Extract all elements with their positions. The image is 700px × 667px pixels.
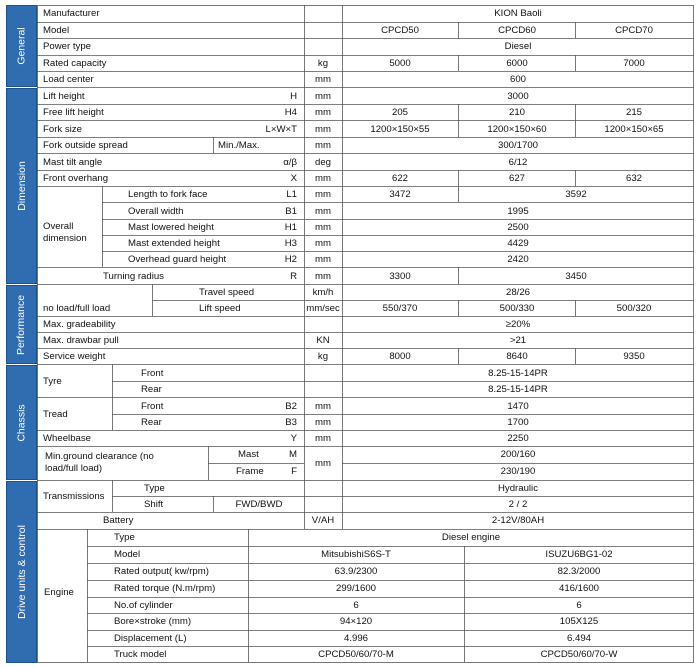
travel-speed-value: 28/26 <box>505 287 531 298</box>
free-lift-1: 205 <box>391 107 409 118</box>
fork-size-symbol: L×W×T <box>265 124 297 135</box>
tread-front-symbol: B2 <box>285 401 297 412</box>
mast-tilt-value: 6/12 <box>508 157 528 168</box>
rated-capacity-3: 7000 <box>623 58 645 69</box>
travel-speed-unit: km/h <box>312 287 334 298</box>
section-dimension: Dimension <box>6 88 37 284</box>
model-3: CPCD70 <box>615 25 653 36</box>
front-overhang-1: 622 <box>391 173 409 184</box>
engine-label: Engine <box>44 587 74 598</box>
lift-speed-label: Lift speed <box>199 303 241 314</box>
front-overhang-2: 627 <box>508 173 526 184</box>
cylinder-2: 6 <box>576 600 582 611</box>
load-center-unit: mm <box>315 74 331 85</box>
tread-front-unit: mm <box>315 401 331 412</box>
load-condition-label: no load/full load <box>43 303 111 314</box>
cylinder-label: No.of cylinder <box>114 600 173 611</box>
rated-output-label: Rated output( kw/rpm) <box>114 566 209 577</box>
mast-lowered-label: Mast lowered height <box>128 222 214 233</box>
transmissions-label: Transmissions <box>43 491 105 502</box>
overhead-guard-symbol: H2 <box>284 254 297 265</box>
lift-height-label: Lift height <box>43 91 85 102</box>
front-overhang-3: 632 <box>625 173 643 184</box>
manufacturer-label: Manufacturer <box>43 8 100 19</box>
clearance-frame-value: 230/190 <box>500 466 536 477</box>
turning-radius-2: 3450 <box>565 271 587 282</box>
truck-model-label: Truck model <box>114 649 167 660</box>
overhead-guard-unit: mm <box>315 254 331 265</box>
power-type-label: Power type <box>43 41 91 52</box>
clearance-frame-label: Frame <box>236 466 264 477</box>
overhead-guard-value: 2420 <box>507 254 529 265</box>
section-chassis: Chassis <box>6 365 37 480</box>
service-weight-3: 9350 <box>623 351 645 362</box>
drawbar-unit: KN <box>316 335 330 346</box>
tyre-front-value: 8.25-15-14PR <box>488 368 548 379</box>
travel-speed-label: Travel speed <box>199 287 255 298</box>
transmission-type-label: Type <box>144 483 165 494</box>
section-general: General <box>6 5 37 87</box>
fork-spread-symbol: Min./Max. <box>218 140 260 151</box>
engine-type-value: Diesel engine <box>441 532 501 543</box>
width-label: Overall width <box>128 206 184 217</box>
fork-spread-value: 300/1700 <box>497 140 539 151</box>
battery-label: Battery <box>103 515 134 526</box>
clearance-mast-label: Mast <box>238 449 259 460</box>
lift-speed-unit: mm/sec <box>306 303 340 314</box>
length-symbol: L1 <box>286 189 297 200</box>
free-lift-2: 210 <box>508 107 526 118</box>
engine-type-label: Type <box>114 532 135 543</box>
fork-spread-label: Fork outside spread <box>43 140 128 151</box>
service-weight-1: 8000 <box>389 351 411 362</box>
rated-output-2: 82.3/2000 <box>557 566 601 577</box>
mast-lowered-value: 2500 <box>507 222 529 233</box>
fork-size-3: 1200×150×65 <box>604 124 664 135</box>
rated-capacity-2: 6000 <box>506 58 528 69</box>
lift-height-unit: mm <box>315 91 331 102</box>
overhead-guard-label: Overhead guard height <box>128 254 227 265</box>
load-center-label: Load center <box>43 74 94 85</box>
model-label: Model <box>43 25 70 36</box>
length-2: 3592 <box>565 189 587 200</box>
engine-model-1: MitsubishiS6S-T <box>321 549 391 560</box>
displacement-label: Displacement (L) <box>114 633 187 644</box>
displacement-1: 4.996 <box>343 633 369 644</box>
engine-model-label: Model <box>114 549 141 560</box>
front-overhang-label: Front overhang <box>43 173 109 184</box>
battery-unit: V/AH <box>311 515 335 526</box>
mast-extended-symbol: H3 <box>284 238 297 249</box>
lift-speed-1: 550/370 <box>382 303 418 314</box>
fork-size-2: 1200×150×60 <box>487 124 547 135</box>
transmission-shift-label: Shift <box>144 499 164 510</box>
lift-height-symbol: H <box>290 91 297 102</box>
model-2: CPCD60 <box>498 25 536 36</box>
drawbar-label: Max. drawbar pull <box>43 335 119 346</box>
service-weight-2: 8640 <box>506 351 528 362</box>
tyre-label: Tyre <box>43 376 62 387</box>
section-performance: Performance <box>6 285 37 364</box>
gradeability-value: ≥20% <box>505 319 531 330</box>
width-unit: mm <box>315 206 331 217</box>
tread-label: Tread <box>43 409 68 420</box>
clearance-frame-symbol: F <box>291 466 297 477</box>
lift-speed-2: 500/330 <box>499 303 535 314</box>
length-label: Length to fork face <box>128 189 208 200</box>
power-type-value: Diesel <box>504 41 532 52</box>
mast-extended-unit: mm <box>315 238 331 249</box>
mast-tilt-unit: deg <box>314 157 332 168</box>
tread-rear-value: 1700 <box>507 417 529 428</box>
front-overhang-unit: mm <box>315 173 331 184</box>
free-lift-symbol: H4 <box>284 107 297 118</box>
mast-extended-value: 4429 <box>507 238 529 249</box>
tyre-rear-value: 8.25-15-14PR <box>488 384 548 395</box>
tread-rear-label: Rear <box>141 417 162 428</box>
free-lift-label: Free lift height <box>43 107 104 118</box>
fork-size-label: Fork size <box>43 124 82 135</box>
tread-front-label: Front <box>141 401 164 412</box>
displacement-2: 6.494 <box>566 633 592 644</box>
rated-capacity-label: Rated capacity <box>43 58 107 69</box>
wheelbase-label: Wheelbase <box>43 433 91 444</box>
section-drive: Drive units & control <box>6 481 37 663</box>
lift-speed-3: 500/320 <box>616 303 652 314</box>
model-1: CPCD50 <box>381 25 419 36</box>
turning-radius-label: Turning radius <box>103 271 164 282</box>
wheelbase-value: 2250 <box>507 433 529 444</box>
width-symbol: B1 <box>285 206 297 217</box>
turning-radius-1: 3300 <box>389 271 411 282</box>
turning-radius-unit: mm <box>315 271 331 282</box>
service-weight-unit: kg <box>317 351 329 362</box>
length-1: 3472 <box>389 189 411 200</box>
rated-torque-1: 299/1600 <box>335 583 377 594</box>
length-unit: mm <box>315 189 331 200</box>
load-center-value: 600 <box>509 74 527 85</box>
drawbar-value: >21 <box>509 335 527 346</box>
truck-model-2: CPCD50/60/70-W <box>540 649 618 660</box>
transmission-shift-value: 2 / 2 <box>508 499 528 510</box>
engine-model-2: ISUZU6BG1-02 <box>545 549 613 560</box>
service-weight-label: Service weight <box>43 351 106 362</box>
tread-rear-symbol: B3 <box>285 417 297 428</box>
mast-tilt-symbol: α/β <box>283 157 297 168</box>
tread-rear-unit: mm <box>315 417 331 428</box>
rated-output-1: 63.9/2300 <box>334 566 378 577</box>
wheelbase-unit: mm <box>315 433 331 444</box>
gradeability-label: Max. gradeability <box>43 319 116 330</box>
battery-value: 2-12V/80AH <box>491 515 545 526</box>
mast-extended-label: Mast extended height <box>128 238 220 249</box>
rated-torque-2: 416/1600 <box>558 583 600 594</box>
cylinder-1: 6 <box>353 600 359 611</box>
mast-lowered-symbol: H1 <box>284 222 297 233</box>
transmission-shift-symbol: FWD/BWD <box>235 499 283 510</box>
ground-clearance-label: Min.ground clearance (no load/full load) <box>45 451 154 474</box>
width-value: 1995 <box>507 206 529 217</box>
bore-stroke-2: 105X125 <box>559 616 599 627</box>
rated-capacity-unit: kg <box>317 58 329 69</box>
clearance-mast-value: 200/160 <box>500 449 536 460</box>
clearance-mast-symbol: M <box>289 449 297 460</box>
bore-stroke-1: 94×120 <box>339 616 373 627</box>
truck-model-1: CPCD50/60/70-M <box>318 649 394 660</box>
front-overhang-symbol: X <box>290 173 297 184</box>
tyre-front-label: Front <box>141 368 164 379</box>
mast-lowered-unit: mm <box>315 222 331 233</box>
tyre-rear-label: Rear <box>141 384 162 395</box>
free-lift-3: 215 <box>625 107 643 118</box>
clearance-unit: mm <box>315 458 331 469</box>
rated-torque-label: Rated torque (N.m/rpm) <box>114 583 216 594</box>
lift-height-value: 3000 <box>507 91 529 102</box>
manufacturer-value: KION Baoli <box>494 8 542 19</box>
rated-capacity-1: 5000 <box>389 58 411 69</box>
overall-dimension-label: Overall dimension <box>43 221 87 244</box>
tread-front-value: 1470 <box>507 401 529 412</box>
bore-stroke-label: Bore×stroke (mm) <box>114 616 192 627</box>
fork-spread-unit: mm <box>315 140 331 151</box>
wheelbase-symbol: Y <box>290 433 297 444</box>
fork-size-unit: mm <box>315 124 331 135</box>
fork-size-1: 1200×150×55 <box>370 124 430 135</box>
turning-radius-symbol: R <box>290 271 297 282</box>
transmission-type-value: Hydraulic <box>498 483 538 494</box>
free-lift-unit: mm <box>315 107 331 118</box>
mast-tilt-label: Mast tilt angle <box>43 157 103 168</box>
